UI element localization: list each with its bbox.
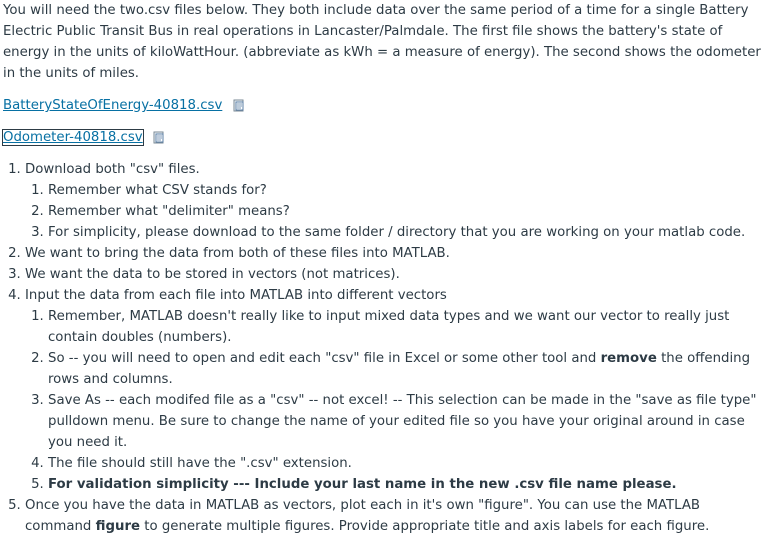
list-item (25, 159, 769, 243)
list-item: 2. We want to bring the data from both of these files into MATLAB. (25, 243, 769, 264)
sub-list (25, 180, 769, 243)
step-text: Input the data from each file into MATLAB into different vectors (25, 288, 447, 303)
file-item-battery (3, 95, 769, 116)
document-preview-icon[interactable] (153, 130, 165, 143)
list-item: 2. Remember what "delimiter" means? (48, 201, 769, 222)
list-item: 3. Save As -- each modifed file as a "csv" -- not excel! -- This selection can be made in the "save as file type" pulldown menu. Be sure to change the name of your edited file so you have your original around in case you need it. (48, 390, 769, 453)
list-item (25, 285, 769, 495)
step-text: So -- you will need to open and edit each "csv" file in Excel or some other tool and (48, 351, 601, 366)
document-preview-icon[interactable] (233, 98, 245, 111)
intro-paragraph: You will need the two.csv files below. They both include data over the same period of a time for a single Battery Electric Public Transit Bus in real operations in Lancaster/Palmdale. The first file shows the battery's state of energy in the units of kiloWattHour. (abbreviate as kWh = a measure of energy). The second shows the odometer in the units of miles. (3, 3, 761, 81)
list-item (25, 495, 769, 537)
list-item (48, 348, 769, 390)
step-text: Once you have the data in MATLAB as vectors, plot each in it's own "figure". You can use the MATLAB command (25, 498, 701, 534)
list-item (48, 474, 769, 495)
step-text: the offending rows and columns. (48, 351, 751, 387)
step-text: to generate multiple figures. Provide appropriate title and axis labels for each figure. (140, 519, 710, 534)
file-item-odometer (3, 127, 769, 148)
emphasis-text: figure (95, 519, 141, 534)
list-item: 1. Remember, MATLAB doesn't really like to input mixed data types and we want our vector to really just contain doubles (numbers). (48, 306, 769, 348)
list-item: 3. We want the data to be stored in vectors (not matrices). (25, 264, 769, 285)
emphasis-text: remove (600, 351, 657, 366)
list-item: 1. Remember what CSV stands for? (48, 180, 769, 201)
step-text: Download both "csv" files. (25, 162, 200, 177)
instructions-list (3, 159, 769, 537)
battery-file-link[interactable]: BatteryStateOfEnergy-40818.csv (3, 98, 223, 113)
odometer-file-link[interactable]: Odometer-40818.csv (3, 130, 143, 145)
list-item: 4. The file should still have the ".csv" extension. (48, 453, 769, 474)
emphasis-text: For validation simplicity --- Include your last name in the new .csv file name please. (48, 477, 677, 492)
sub-list (25, 306, 769, 495)
list-item: 3. For simplicity, please download to the same folder / directory that you are working on your matlab code. (48, 222, 769, 243)
